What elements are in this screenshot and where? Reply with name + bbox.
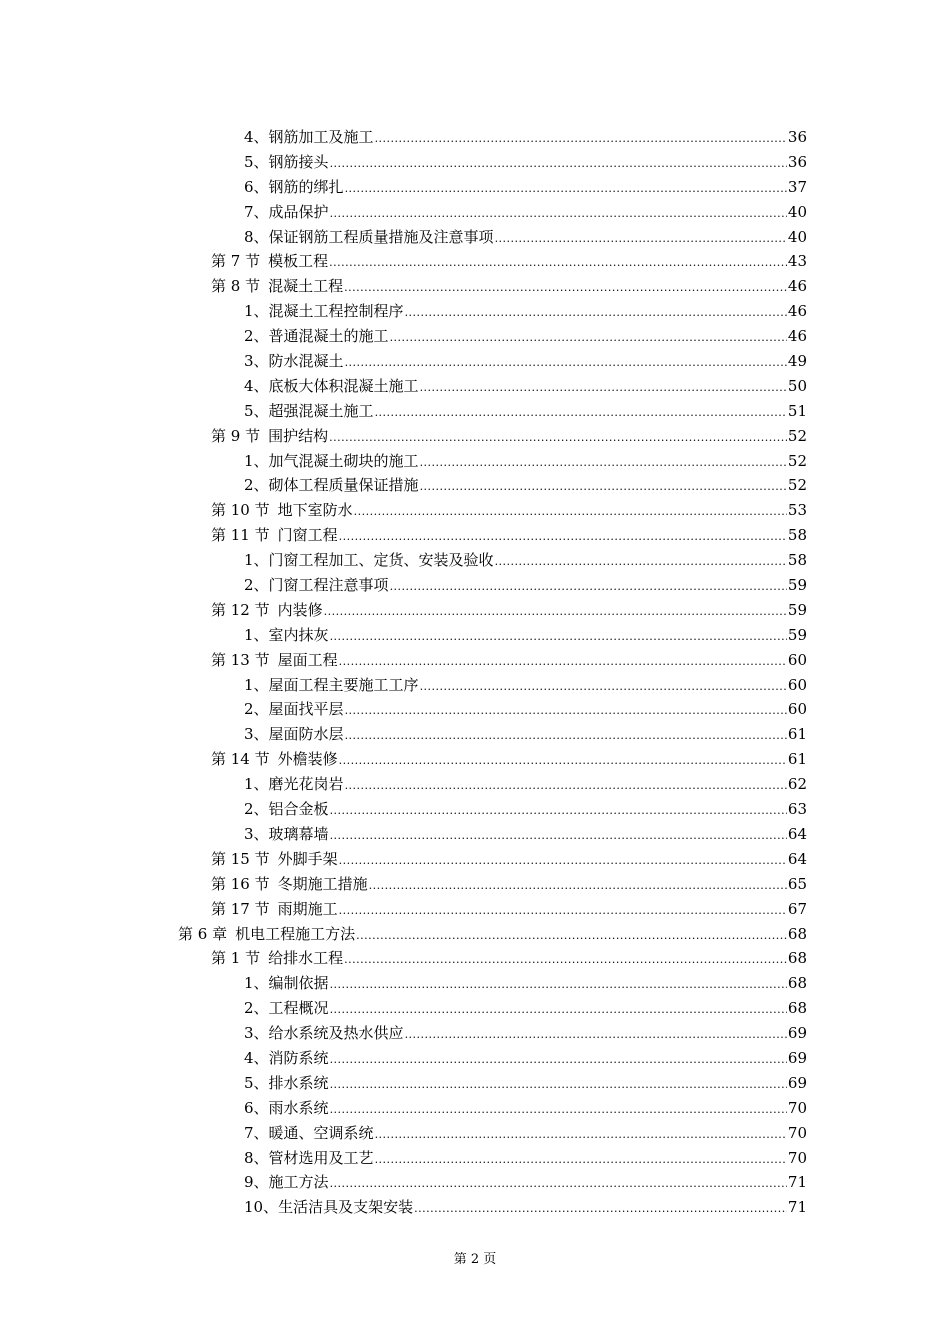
toc-entry-number: 8、 [244, 1148, 269, 1167]
toc-entry-page-number: 67 [787, 899, 807, 918]
toc-dot-leader [345, 351, 787, 376]
toc-entry-title: 消防系统 [268, 1048, 329, 1067]
toc-entry-page-number: 63 [787, 800, 807, 819]
toc-entry-page-number: 61 [787, 725, 807, 744]
toc-dot-leader [375, 127, 787, 152]
toc-entry-number: 2、 [244, 999, 269, 1018]
toc-entry-title: 保证钢筋工程质量措施及注意事项 [268, 227, 494, 246]
toc-entry-item[interactable] [0, 623, 950, 648]
toc-entry-line [244, 573, 807, 598]
toc-entry-number: 8、 [244, 227, 269, 246]
toc-entry-title: 磨光花岗岩 [268, 775, 344, 794]
toc-entry-item[interactable] [0, 200, 950, 225]
toc-entry-number: 第 10 节 [211, 501, 270, 520]
toc-entry-line [211, 847, 807, 872]
toc-entry-page-number: 69 [787, 1024, 807, 1043]
toc-entry-number: 2、 [244, 800, 269, 819]
toc-dot-leader [330, 1098, 787, 1123]
toc-entry-line [244, 125, 807, 150]
toc-entry-line [244, 1046, 807, 1071]
toc-entry-title: 门窗工程注意事项 [268, 576, 389, 595]
toc-entry-line [244, 473, 807, 498]
toc-entry-line [244, 374, 807, 399]
toc-entry-page-number: 49 [787, 352, 807, 371]
toc-entry-page-number: 46 [787, 277, 807, 296]
toc-entry-line [244, 722, 807, 747]
toc-entry-chapter[interactable] [0, 922, 950, 947]
toc-entry-page-number: 70 [787, 1123, 807, 1142]
toc-entry-item[interactable] [0, 1096, 950, 1121]
toc-entry-number: 5、 [244, 152, 269, 171]
toc-entry-page-number: 71 [787, 1198, 807, 1217]
toc-entry-item[interactable] [0, 1170, 950, 1195]
toc-entry-page-number: 69 [787, 1048, 807, 1067]
toc-entry-page-number: 64 [787, 849, 807, 868]
toc-entry-page-number: 69 [787, 1073, 807, 1092]
toc-entry-title: 玻璃幕墙 [268, 824, 329, 843]
toc-entry-title: 给排水工程 [268, 949, 344, 968]
toc-dot-leader [375, 401, 787, 426]
toc-entry-title: 雨水系统 [268, 1098, 329, 1117]
toc-dot-leader [345, 699, 787, 724]
toc-entry-item[interactable] [0, 1146, 950, 1171]
toc-entry-number: 第 7 节 [211, 252, 261, 271]
toc-entry-page-number: 36 [787, 152, 807, 171]
toc-entry-section[interactable] [0, 249, 950, 274]
toc-dot-leader [330, 1172, 787, 1197]
toc-entry-page-number: 64 [787, 824, 807, 843]
toc-entry-title: 室内抹灰 [268, 625, 329, 644]
toc-entry-number: 6、 [244, 1098, 269, 1117]
toc-entry-number: 7、 [244, 1123, 269, 1142]
toc-dot-leader [344, 948, 787, 973]
toc-entry-number: 第 17 节 [211, 899, 270, 918]
toc-entry-item[interactable] [0, 125, 950, 150]
toc-entry-page-number: 71 [787, 1173, 807, 1192]
toc-dot-leader [339, 749, 787, 774]
toc-dot-leader [345, 774, 787, 799]
toc-dot-leader [405, 301, 787, 326]
toc-entry-number: 第 1 节 [211, 949, 261, 968]
toc-dot-leader [330, 152, 787, 177]
toc-entry-number: 7、 [244, 202, 269, 221]
toc-dot-leader [330, 1073, 787, 1098]
toc-entry-line [244, 225, 807, 250]
toc-entry-title: 机电工程施工方法 [235, 924, 356, 943]
toc-entry-title: 底板大体积混凝土施工 [268, 376, 419, 395]
toc-entry-item[interactable] [0, 697, 950, 722]
toc-dot-leader [390, 575, 787, 600]
toc-entry-title: 暖通、空调系统 [268, 1123, 374, 1142]
toc-entry-number: 第 11 节 [211, 526, 270, 545]
toc-entry-item[interactable] [0, 1021, 950, 1046]
toc-entry-title: 工程概况 [268, 999, 329, 1018]
toc-entry-line [244, 1071, 807, 1096]
toc-entry-line [211, 274, 807, 299]
toc-entry-line [244, 673, 807, 698]
toc-entry-title: 混凝土工程控制程序 [268, 302, 404, 321]
toc-entry-number: 第 16 节 [211, 874, 270, 893]
toc-entry-line [244, 150, 807, 175]
toc-entry-item[interactable] [0, 324, 950, 349]
toc-entry-number: 第 6 章 [178, 924, 228, 943]
toc-entry-title: 屋面工程 [277, 650, 338, 669]
table-of-contents [0, 125, 950, 1220]
toc-entry-line [244, 399, 807, 424]
toc-entry-line [178, 922, 807, 947]
toc-entry-number: 3、 [244, 1024, 269, 1043]
toc-entry-number: 10、 [244, 1198, 279, 1217]
toc-entry-number: 4、 [244, 1048, 269, 1067]
toc-entry-title: 成品保护 [268, 202, 329, 221]
toc-entry-line [244, 1021, 807, 1046]
toc-dot-leader [330, 202, 787, 227]
toc-entry-title: 内装修 [277, 600, 323, 619]
toc-entry-item[interactable] [0, 971, 950, 996]
toc-entry-title: 屋面防水层 [268, 725, 344, 744]
toc-entry-title: 门窗工程 [277, 526, 338, 545]
toc-entry-title: 冬期施工措施 [277, 874, 368, 893]
toc-entry-title: 屋面找平层 [268, 700, 344, 719]
toc-entry-page-number: 46 [787, 302, 807, 321]
toc-dot-leader [375, 1148, 787, 1173]
toc-entry-item[interactable] [0, 374, 950, 399]
toc-entry-line [244, 449, 807, 474]
toc-entry-page-number: 58 [787, 551, 807, 570]
toc-entry-title: 地下室防水 [277, 501, 353, 520]
toc-entry-page-number: 60 [787, 650, 807, 669]
toc-entry-line [244, 822, 807, 847]
page-footer: 第 2 页 [453, 1252, 497, 1267]
toc-dot-leader [330, 625, 787, 650]
toc-entry-item[interactable] [0, 822, 950, 847]
toc-entry-number: 2、 [244, 476, 269, 495]
toc-entry-page-number: 52 [787, 451, 807, 470]
toc-dot-leader [420, 451, 787, 476]
toc-entry-section[interactable] [0, 598, 950, 623]
toc-entry-title: 防水混凝土 [268, 352, 344, 371]
toc-dot-leader [330, 998, 787, 1023]
toc-entry-number: 2、 [244, 576, 269, 595]
toc-entry-title: 外脚手架 [277, 849, 338, 868]
toc-entry-title: 给水系统及热水供应 [268, 1024, 404, 1043]
toc-entry-item[interactable] [0, 996, 950, 1021]
toc-dot-leader [375, 1123, 787, 1148]
toc-entry-line [244, 324, 807, 349]
toc-entry-item[interactable] [0, 1195, 950, 1220]
toc-entry-item[interactable] [0, 722, 950, 747]
toc-entry-page-number: 59 [787, 576, 807, 595]
toc-entry-page-number: 68 [787, 949, 807, 968]
toc-dot-leader [420, 376, 787, 401]
toc-entry-page-number: 50 [787, 376, 807, 395]
toc-entry-line [244, 797, 807, 822]
toc-dot-leader [390, 326, 787, 351]
toc-entry-number: 第 12 节 [211, 600, 270, 619]
toc-dot-leader [330, 973, 787, 998]
toc-entry-line [211, 523, 807, 548]
toc-entry-item[interactable] [0, 1121, 950, 1146]
toc-entry-page-number: 58 [787, 526, 807, 545]
toc-entry-number: 3、 [244, 824, 269, 843]
toc-entry-item[interactable] [0, 1071, 950, 1096]
toc-entry-title: 钢筋加工及施工 [268, 128, 374, 146]
toc-entry-line [244, 200, 807, 225]
toc-entry-number: 第 14 节 [211, 750, 270, 769]
toc-entry-page-number: 61 [787, 750, 807, 769]
toc-dot-leader [324, 600, 787, 625]
toc-entry-item[interactable] [0, 399, 950, 424]
toc-entry-number: 1、 [244, 451, 269, 470]
toc-entry-title: 混凝土工程 [268, 277, 344, 296]
toc-entry-title: 模板工程 [268, 252, 329, 271]
toc-entry-page-number: 40 [787, 202, 807, 221]
toc-entry-number: 4、 [244, 128, 269, 146]
toc-entry-line [244, 548, 807, 573]
toc-entry-item[interactable] [0, 573, 950, 598]
toc-entry-line [211, 249, 807, 274]
toc-entry-page-number: 46 [787, 327, 807, 346]
toc-dot-leader [330, 824, 787, 849]
toc-entry-line [211, 897, 807, 922]
toc-entry-line [244, 772, 807, 797]
toc-dot-leader [330, 799, 787, 824]
toc-dot-leader [339, 650, 787, 675]
toc-entry-page-number: 68 [787, 974, 807, 993]
toc-entry-line [244, 996, 807, 1021]
toc-dot-leader [339, 899, 787, 924]
toc-entry-item[interactable] [0, 449, 950, 474]
toc-dot-leader [345, 177, 787, 202]
toc-entry-title: 围护结构 [268, 426, 329, 445]
toc-entry-number: 第 13 节 [211, 650, 270, 669]
toc-entry-page-number: 68 [787, 924, 807, 943]
toc-entry-number: 1、 [244, 625, 269, 644]
toc-entry-section[interactable] [0, 847, 950, 872]
toc-entry-number: 1、 [244, 551, 269, 570]
toc-entry-number: 9、 [244, 1173, 269, 1192]
toc-entry-title: 加气混凝土砌块的施工 [268, 451, 419, 470]
toc-entry-title: 外檐装修 [277, 750, 338, 769]
toc-dot-leader [339, 525, 787, 550]
toc-entry-number: 6、 [244, 177, 269, 196]
toc-dot-leader [339, 849, 787, 874]
toc-entry-line [211, 424, 807, 449]
toc-entry-number: 第 8 节 [211, 277, 261, 296]
toc-entry-title: 雨期施工 [277, 899, 338, 918]
toc-entry-item[interactable] [0, 473, 950, 498]
toc-entry-page-number: 59 [787, 600, 807, 619]
toc-entry-item[interactable] [0, 797, 950, 822]
toc-entry-line [211, 598, 807, 623]
toc-entry-line [244, 1146, 807, 1171]
toc-entry-title: 钢筋的绑扎 [268, 177, 344, 196]
toc-entry-title: 铝合金板 [268, 800, 329, 819]
toc-entry-section[interactable] [0, 946, 950, 971]
toc-entry-title: 排水系统 [268, 1073, 329, 1092]
toc-entry-title: 施工方法 [268, 1173, 329, 1192]
toc-entry-page-number: 70 [787, 1148, 807, 1167]
toc-entry-page-number: 60 [787, 675, 807, 694]
toc-entry-line [211, 872, 807, 897]
toc-entry-number: 5、 [244, 1073, 269, 1092]
toc-entry-page-number: 65 [787, 874, 807, 893]
toc-entry-number: 1、 [244, 302, 269, 321]
toc-entry-item[interactable] [0, 349, 950, 374]
toc-dot-leader [420, 475, 787, 500]
toc-entry-item[interactable] [0, 175, 950, 200]
toc-entry-section[interactable] [0, 747, 950, 772]
toc-entry-section[interactable] [0, 648, 950, 673]
toc-entry-number: 第 9 节 [211, 426, 261, 445]
toc-entry-number: 4、 [244, 376, 269, 395]
toc-entry-page-number: 36 [787, 128, 807, 146]
toc-entry-line [244, 623, 807, 648]
toc-entry-section[interactable] [0, 523, 950, 548]
toc-dot-leader [495, 227, 787, 252]
toc-entry-line [244, 697, 807, 722]
toc-entry-page-number: 70 [787, 1098, 807, 1117]
toc-dot-leader [495, 550, 787, 575]
toc-dot-leader [356, 924, 787, 949]
toc-dot-leader [344, 276, 787, 301]
toc-entry-item[interactable] [0, 150, 950, 175]
toc-entry-title: 普通混凝土的施工 [268, 327, 389, 346]
toc-entry-page-number: 37 [787, 177, 807, 196]
toc-entry-number: 5、 [244, 401, 269, 420]
toc-entry-title: 屋面工程主要施工工序 [268, 675, 419, 694]
toc-dot-leader [369, 874, 787, 899]
toc-dot-leader [329, 251, 787, 276]
toc-entry-number: 3、 [244, 352, 269, 371]
toc-entry-item[interactable] [0, 673, 950, 698]
toc-entry-number: 1、 [244, 675, 269, 694]
toc-entry-line [211, 946, 807, 971]
toc-entry-page-number: 51 [787, 401, 807, 420]
toc-entry-line [211, 648, 807, 673]
toc-entry-title: 管材选用及工艺 [268, 1148, 374, 1167]
toc-entry-item[interactable] [0, 548, 950, 573]
toc-entry-title: 门窗工程加工、定货、安装及验收 [268, 551, 494, 570]
toc-entry-section[interactable] [0, 274, 950, 299]
toc-dot-leader [420, 675, 787, 700]
toc-entry-page-number: 52 [787, 476, 807, 495]
toc-entry-line [244, 349, 807, 374]
toc-entry-line [244, 971, 807, 996]
toc-entry-item[interactable] [0, 225, 950, 250]
toc-entry-item[interactable] [0, 772, 950, 797]
toc-entry-section[interactable] [0, 872, 950, 897]
toc-dot-leader [414, 1197, 787, 1222]
toc-entry-line [244, 1170, 807, 1195]
toc-entry-line [244, 175, 807, 200]
toc-entry-title: 生活洁具及支架安装 [278, 1198, 414, 1217]
toc-entry-page-number: 68 [787, 999, 807, 1018]
toc-entry-number: 3、 [244, 725, 269, 744]
toc-entry-number: 2、 [244, 700, 269, 719]
toc-entry-line [211, 747, 807, 772]
toc-entry-line [211, 498, 807, 523]
toc-entry-line [244, 1195, 807, 1220]
toc-entry-number: 1、 [244, 974, 269, 993]
toc-entry-page-number: 43 [787, 252, 807, 271]
toc-entry-line [244, 1121, 807, 1146]
toc-entry-number: 第 15 节 [211, 849, 270, 868]
toc-entry-number: 2、 [244, 327, 269, 346]
toc-entry-page-number: 52 [787, 426, 807, 445]
toc-entry-title: 钢筋接头 [268, 152, 329, 171]
toc-dot-leader [330, 1048, 787, 1073]
toc-entry-number: 1、 [244, 775, 269, 794]
toc-entry-line [244, 1096, 807, 1121]
toc-dot-leader [345, 724, 787, 749]
toc-entry-section[interactable] [0, 498, 950, 523]
toc-entry-page-number: 62 [787, 775, 807, 794]
toc-entry-section[interactable] [0, 424, 950, 449]
toc-entry-title: 超强混凝土施工 [268, 401, 374, 420]
toc-dot-leader [405, 1023, 787, 1048]
toc-dot-leader [329, 426, 787, 451]
toc-entry-title: 砌体工程质量保证措施 [268, 476, 419, 495]
toc-entry-page-number: 59 [787, 625, 807, 644]
toc-entry-page-number: 53 [787, 501, 807, 520]
toc-dot-leader [354, 500, 787, 525]
toc-entry-title: 编制依据 [268, 974, 329, 993]
toc-entry-item[interactable] [0, 299, 950, 324]
toc-entry-page-number: 60 [787, 700, 807, 719]
toc-entry-line [244, 299, 807, 324]
toc-entry-section[interactable] [0, 897, 950, 922]
toc-entry-item[interactable] [0, 1046, 950, 1071]
toc-entry-page-number: 40 [787, 227, 807, 246]
